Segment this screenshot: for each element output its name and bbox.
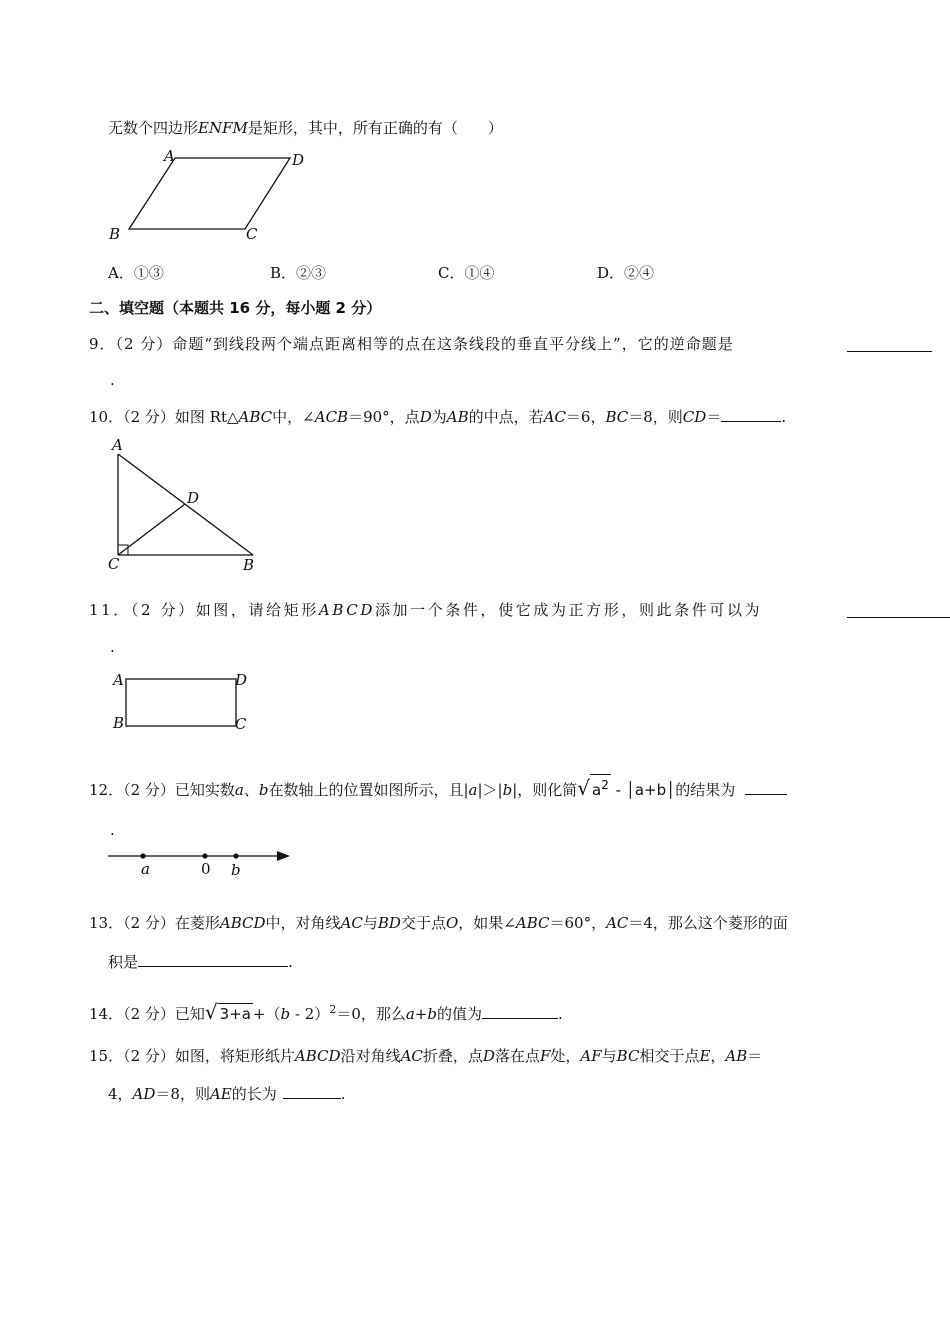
var: BC: [616, 1047, 640, 1065]
radicand: 3+a: [219, 1005, 251, 1023]
var: E: [699, 1047, 711, 1065]
point-a: [140, 853, 145, 858]
var: F: [539, 1047, 551, 1065]
text: ＝8，则: [155, 1085, 210, 1103]
text: ＝4，那么这个菱形的面: [628, 914, 788, 932]
text: ＝: [747, 1047, 763, 1065]
text: 处，: [550, 1047, 581, 1065]
option-text: ②④: [624, 264, 655, 282]
q8-option-b[interactable]: [270, 263, 326, 283]
var: ACB: [314, 408, 349, 426]
label-B: B: [243, 556, 255, 574]
var: BD: [377, 914, 401, 932]
var: a+b: [405, 1005, 437, 1023]
text: |，则化简: [512, 781, 578, 799]
text: .: [781, 408, 787, 426]
q11-end: .: [110, 638, 115, 656]
var: b: [280, 1005, 291, 1023]
exponent: 2: [601, 778, 609, 792]
label-B: B: [113, 714, 125, 732]
label-B: B: [109, 225, 121, 243]
var: D: [482, 1047, 495, 1065]
var: AF: [580, 1047, 602, 1065]
text: .: [558, 1005, 563, 1023]
q9-answer-blank[interactable]: [847, 337, 932, 352]
abs-expression: │a+b│: [625, 781, 676, 799]
q15-number: 15．: [89, 1047, 124, 1065]
label-zero: 0: [201, 860, 211, 878]
text: ＝90°，点: [348, 408, 420, 426]
q11-number: 11．: [89, 601, 131, 619]
q13-line2: [108, 952, 293, 972]
text: -: [610, 781, 626, 799]
arrow-head: [277, 851, 290, 861]
text: +（: [252, 1005, 281, 1023]
label-A: A: [112, 436, 123, 454]
text: 添加一个条件，使它成为正方形，则此条件可以为: [374, 601, 763, 619]
var: a: [234, 781, 244, 799]
q10-line: [89, 407, 786, 427]
q15-line1: [89, 1046, 762, 1066]
var: AE: [209, 1085, 232, 1103]
text: ＝: [706, 408, 722, 426]
var: BC: [605, 408, 629, 426]
text: 相交于点: [639, 1047, 700, 1065]
parallelogram: [129, 158, 290, 229]
q8-parallelogram-figure: [100, 145, 320, 245]
q14-line: [89, 1000, 563, 1024]
text: （2 分）已知实数: [123, 781, 235, 799]
text: 的长为: [231, 1085, 277, 1103]
label-A: A: [113, 671, 124, 689]
text: ＝60°，: [549, 914, 607, 932]
q12-number: 12．: [89, 781, 124, 799]
text: 交于点: [400, 914, 446, 932]
q12-end: .: [110, 821, 115, 839]
point-b: [233, 853, 238, 858]
q12-answer-blank[interactable]: [745, 780, 787, 795]
q8-option-a[interactable]: [108, 263, 164, 283]
q13-line1: [89, 913, 788, 933]
var: b: [258, 781, 269, 799]
q10-triangle-figure: [100, 432, 270, 578]
var: ABC: [238, 408, 273, 426]
label-D: D: [235, 671, 248, 689]
var: AC: [543, 408, 566, 426]
option-text: ②③: [296, 264, 327, 282]
q15-answer-blank[interactable]: [283, 1084, 341, 1099]
sqrt-expression: √ 3+a: [204, 1000, 251, 1024]
abs-content: a+b: [634, 781, 667, 799]
text: 4，: [108, 1085, 133, 1103]
text: （2 分）已知: [123, 1005, 205, 1023]
text: 落在点: [494, 1047, 540, 1065]
var: CD: [682, 408, 707, 426]
text: 中，∠: [272, 408, 315, 426]
q11-rectangle-figure: [105, 665, 265, 740]
q8-tail-post: 是矩形，其中，所有正确的有（ ）: [247, 119, 503, 137]
text: ，: [710, 1047, 726, 1065]
q8-tail-pre: 无数个四边形: [108, 119, 199, 137]
text: 在数轴上的位置如图所示，且|: [268, 781, 469, 799]
text: .: [288, 953, 293, 971]
label-C: C: [246, 225, 258, 243]
text: 的值为: [436, 1005, 482, 1023]
text: 的结果为: [675, 781, 736, 799]
q9-end: .: [110, 371, 115, 389]
q14-number: 14．: [89, 1005, 124, 1023]
q15-line2: [108, 1084, 346, 1104]
var: D: [419, 408, 432, 426]
var: AB: [725, 1047, 748, 1065]
q9-line1: [89, 334, 734, 354]
text: （2 分）如图，请给矩形: [130, 601, 319, 619]
label-D: D: [187, 489, 200, 507]
label-D: D: [292, 151, 305, 169]
var: AC: [606, 914, 629, 932]
var: AC: [400, 1047, 423, 1065]
text: .: [340, 1085, 346, 1103]
q13-number: 13．: [89, 914, 124, 932]
option-letter: C．: [438, 264, 465, 282]
text: ＝0，那么: [336, 1005, 406, 1023]
rectangle: [126, 679, 236, 726]
text: 与: [601, 1047, 617, 1065]
option-letter: D．: [597, 264, 625, 282]
text: 中，对角线: [265, 914, 341, 932]
text: - 2）: [290, 1005, 330, 1023]
q8-tail: [108, 118, 503, 138]
text: ＝8，则: [628, 408, 683, 426]
text: 的中点，若: [468, 408, 544, 426]
radicand: a: [592, 781, 602, 799]
option-letter: A．: [108, 264, 134, 282]
text: 积是: [108, 953, 139, 971]
var: ABCD: [294, 1047, 341, 1065]
q11-line1: [89, 600, 762, 620]
option-text: ①④: [464, 264, 495, 282]
q14-answer-blank[interactable]: [482, 1004, 558, 1019]
q10-answer-blank[interactable]: [721, 407, 781, 422]
text: 折叠，点: [422, 1047, 483, 1065]
q12-number-line: [105, 842, 305, 882]
q13-answer-blank[interactable]: [138, 952, 288, 967]
q10-number: 10．: [89, 408, 124, 426]
option-text: ①③: [133, 264, 164, 282]
text: |＞|: [477, 781, 503, 799]
q8-tail-var: ENFM: [198, 119, 248, 137]
exponent: 2: [329, 1003, 337, 1016]
label-C: C: [108, 555, 120, 573]
text: 、: [243, 781, 259, 799]
label-b: b: [231, 861, 241, 879]
var: ABC: [515, 914, 550, 932]
q8-option-c[interactable]: [438, 263, 495, 283]
label-A: A: [164, 147, 175, 165]
text: ，如果∠: [458, 914, 516, 932]
section-title: 二、填空题（本题共 16 分，每小题 2 分）: [89, 299, 382, 317]
text: （2 分）如图 Rt△: [123, 408, 239, 426]
q8-option-d[interactable]: [597, 263, 654, 283]
text: （2 分）在菱形: [123, 914, 220, 932]
q11-answer-blank[interactable]: [847, 603, 950, 618]
var: a: [468, 781, 478, 799]
q9-number: 9．: [89, 335, 116, 353]
var: ABCD: [318, 601, 375, 619]
label-a: a: [141, 860, 150, 878]
text: 沿对角线: [340, 1047, 401, 1065]
sqrt-expression: √ $a^2$: [577, 776, 609, 800]
var: AB: [446, 408, 469, 426]
q9-text: （2 分）命题“到线段两个端点距离相等的点在这条线段的垂直平分线上”，它的逆命题是: [115, 335, 734, 353]
label-C: C: [235, 715, 247, 733]
text: ＝6，: [565, 408, 606, 426]
point-zero: [202, 853, 207, 858]
option-letter: B．: [270, 264, 297, 282]
var: AD: [132, 1085, 156, 1103]
var: AC: [340, 914, 363, 932]
q12-line1: [89, 774, 787, 800]
text: （2 分）如图，将矩形纸片: [123, 1047, 295, 1065]
var: b: [502, 781, 513, 799]
var: ABCD: [219, 914, 266, 932]
text: 与: [362, 914, 378, 932]
var: O: [445, 914, 459, 932]
text: 为: [431, 408, 447, 426]
